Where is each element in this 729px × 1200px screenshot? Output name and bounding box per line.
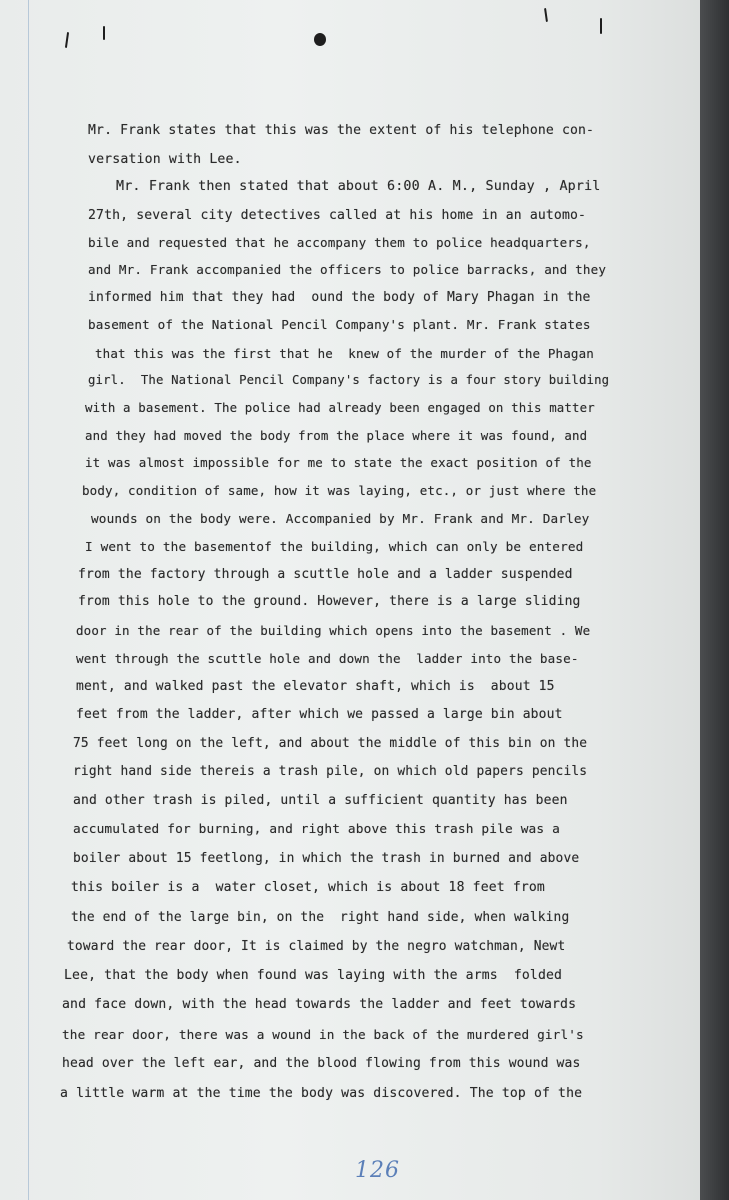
text-line: bile and requested that he accompany them to police headquarters, xyxy=(88,235,591,250)
text-line: basement of the National Pencil Company's plant. Mr. Frank states xyxy=(88,317,591,332)
text-line: and other trash is piled, until a sufficient quantity has been xyxy=(73,793,568,808)
text-line: ment, and walked past the elevator shaft, which is about 15 xyxy=(76,679,555,694)
text-line: a little warm at the time the body was discovered. The top of the xyxy=(60,1086,583,1101)
text-line: 27th, several city detectives called at his home in an automo- xyxy=(88,208,587,223)
text-line: boiler about 15 feetlong, in which the trash in burned and above xyxy=(73,851,580,866)
text-line: it was almost impossible for me to state the exact position of the xyxy=(85,455,592,470)
text-line: 75 feet long on the left, and about the middle of this bin on the xyxy=(73,736,588,751)
text-line: went through the scuttle hole and down the ladder into the base- xyxy=(76,651,579,666)
text-line: the rear door, there was a wound in the back of the murdered girl's xyxy=(62,1027,584,1042)
text-line: with a basement. The police had already been engaged on this matter xyxy=(85,400,595,415)
background-edge xyxy=(700,0,729,1200)
text-line: I went to the basementof the building, which can only be entered xyxy=(85,539,584,554)
text-line: girl. The National Pencil Company's factory is a four story building xyxy=(88,373,610,387)
text-line: and they had moved the body from the place where it was found, and xyxy=(85,428,588,443)
text-line: from the factory through a scuttle hole and a ladder suspended xyxy=(78,567,573,582)
text-line: body, condition of same, how it was laying, etc., or just where the xyxy=(82,483,597,498)
text-line: versation with Lee. xyxy=(88,152,242,167)
text-line: and face down, with the head towards the ladder and feet towards xyxy=(62,997,577,1012)
text-line: feet from the ladder, after which we passed a large bin about xyxy=(76,707,563,722)
text-line: accumulated for burning, and right above this trash pile was a xyxy=(73,822,560,837)
text-line: head over the left ear, and the blood flowing from this wound was xyxy=(62,1056,581,1071)
text-line: toward the rear door, It is claimed by the negro watchman, Newt xyxy=(67,939,566,954)
text-line: that this was the first that he knew of the murder of the Phagan xyxy=(95,346,594,361)
text-line: informed him that they had ound the body of Mary Phagan in the xyxy=(88,290,591,305)
text-line: Lee, that the body when found was laying with the arms folded xyxy=(64,968,563,983)
text-line: wounds on the body were. Accompanied by Mr. Frank and Mr. Darley xyxy=(91,511,590,526)
text-line: Mr. Frank then stated that about 6:00 A. M., Sunday , April xyxy=(116,179,601,194)
text-line: the end of the large bin, on the right hand side, when walking xyxy=(71,910,570,925)
text-line: and Mr. Frank accompanied the officers to police barracks, and they xyxy=(88,262,607,277)
text-line: door in the rear of the building which opens into the basement . We xyxy=(76,623,591,638)
text-line: this boiler is a water closet, which is about 18 feet from xyxy=(71,880,545,895)
text-line: Mr. Frank states that this was the extent of his telephone con- xyxy=(88,123,595,138)
text-line: from this hole to the ground. However, there is a large sliding xyxy=(78,594,581,609)
handwritten-page-number: 126 xyxy=(355,1158,400,1183)
text-line: right hand side thereis a trash pile, on which old papers pencils xyxy=(73,764,588,779)
